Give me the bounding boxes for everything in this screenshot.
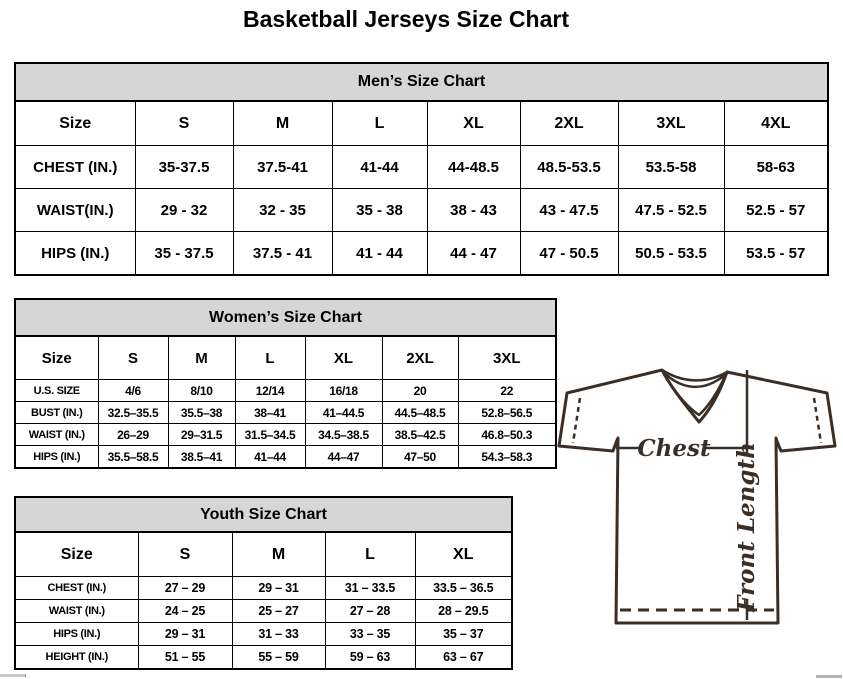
measurement-value: 12/14 xyxy=(235,380,305,402)
measurement-value: 58-63 xyxy=(724,146,828,189)
measurement-value: 29–31.5 xyxy=(168,424,235,446)
measurement-value: 29 – 31 xyxy=(232,577,325,600)
womens-table-body xyxy=(15,380,556,469)
measurement-value: 41-44 xyxy=(332,146,427,189)
measurement-value: 41–44 xyxy=(235,446,305,469)
measurement-value: 27 – 29 xyxy=(138,577,232,600)
measurement-row xyxy=(15,446,556,469)
mens-size-chart xyxy=(14,62,829,276)
measurement-value: 44–47 xyxy=(305,446,382,469)
page-title: Basketball Jerseys Size Chart xyxy=(242,6,569,32)
size-col-header: S xyxy=(138,532,232,577)
size-col-header: S xyxy=(135,101,233,146)
measurement-row xyxy=(15,646,512,670)
size-col-header: XL xyxy=(427,101,520,146)
measurement-value: 8/10 xyxy=(168,380,235,402)
measurement-value: 4/6 xyxy=(98,380,168,402)
measurement-value: 35 - 38 xyxy=(332,189,427,232)
header-row xyxy=(15,532,512,577)
size-label-header: Size xyxy=(15,532,138,577)
size-col-header: XL xyxy=(305,336,382,380)
collar-band-lines xyxy=(662,370,727,415)
measurement-value: 63 – 67 xyxy=(415,646,512,670)
size-label-header: Size xyxy=(15,101,135,146)
measurement-row xyxy=(15,189,828,232)
front-length-label: Front Length xyxy=(733,442,760,612)
measurement-label: BUST (IN.) xyxy=(15,402,98,424)
womens-size-table xyxy=(14,335,557,469)
measurement-value: 25 – 27 xyxy=(232,600,325,623)
measurement-value: 50.5 - 53.5 xyxy=(618,232,724,276)
measurement-value: 35.5–58.5 xyxy=(98,446,168,469)
measurement-row xyxy=(15,146,828,189)
left-cuff-dashed-line xyxy=(573,398,580,443)
measurement-value: 52.5 - 57 xyxy=(724,189,828,232)
measurement-value: 48.5-53.5 xyxy=(520,146,618,189)
measurement-label: HIPS (IN.) xyxy=(15,446,98,469)
size-col-header: L xyxy=(325,532,415,577)
measurement-value: 31.5–34.5 xyxy=(235,424,305,446)
measurement-label: WAIST (IN.) xyxy=(15,424,98,446)
jersey-diagram xyxy=(553,358,843,679)
measurement-value: 51 – 55 xyxy=(138,646,232,670)
measurement-label: HIPS (IN.) xyxy=(15,232,135,276)
measurement-value: 29 - 32 xyxy=(135,189,233,232)
measurement-value: 47.5 - 52.5 xyxy=(618,189,724,232)
measurement-value: 38 - 43 xyxy=(427,189,520,232)
measurement-value: 35.5–38 xyxy=(168,402,235,424)
measurement-value: 38–41 xyxy=(235,402,305,424)
measurement-value: 26–29 xyxy=(98,424,168,446)
measurement-row xyxy=(15,402,556,424)
horizontal-scrollbar-fragment-right[interactable] xyxy=(816,675,842,678)
youth-size-chart xyxy=(14,496,513,670)
measurement-label: U.S. SIZE xyxy=(15,380,98,402)
measurement-value: 22 xyxy=(458,380,556,402)
measurement-label: WAIST (IN.) xyxy=(15,600,138,623)
size-col-header: L xyxy=(332,101,427,146)
measurement-row xyxy=(15,577,512,600)
measurement-value: 41–44.5 xyxy=(305,402,382,424)
measurement-value: 54.3–58.3 xyxy=(458,446,556,469)
womens-chart-title: Women’s Size Chart xyxy=(14,298,557,337)
measurement-value: 52.8–56.5 xyxy=(458,402,556,424)
measurement-value: 44.5–48.5 xyxy=(382,402,458,424)
measurement-value: 37.5 - 41 xyxy=(233,232,332,276)
measurement-value: 44-48.5 xyxy=(427,146,520,189)
measurement-value: 29 – 31 xyxy=(138,623,232,646)
measurement-label: CHEST (IN.) xyxy=(15,577,138,600)
youth-table-body xyxy=(15,577,512,670)
size-label-header: Size xyxy=(15,336,98,380)
measurement-row xyxy=(15,600,512,623)
measurement-value: 55 – 59 xyxy=(232,646,325,670)
measurement-value: 47 - 50.5 xyxy=(520,232,618,276)
size-col-header: M xyxy=(232,532,325,577)
youth-chart-title: Youth Size Chart xyxy=(14,496,513,533)
measurement-row xyxy=(15,380,556,402)
measurement-row xyxy=(15,424,556,446)
mens-size-table xyxy=(14,100,829,276)
measurement-value: 47–50 xyxy=(382,446,458,469)
measurement-value: 31 – 33.5 xyxy=(325,577,415,600)
measurement-value: 28 – 29.5 xyxy=(415,600,512,623)
size-col-header: S xyxy=(98,336,168,380)
jersey-outline-shape xyxy=(559,370,835,623)
header-row xyxy=(15,101,828,146)
measurement-label: HIPS (IN.) xyxy=(15,623,138,646)
size-col-header: 3XL xyxy=(618,101,724,146)
measurement-value: 16/18 xyxy=(305,380,382,402)
size-col-header: 2XL xyxy=(382,336,458,380)
measurement-value: 38.5–41 xyxy=(168,446,235,469)
measurement-value: 35-37.5 xyxy=(135,146,233,189)
measurement-value: 32 - 35 xyxy=(233,189,332,232)
mens-chart-title: Men’s Size Chart xyxy=(14,62,829,102)
chest-label: Chest xyxy=(637,435,711,462)
measurement-value: 33.5 – 36.5 xyxy=(415,577,512,600)
size-col-header: M xyxy=(168,336,235,380)
measurement-value: 20 xyxy=(382,380,458,402)
measurement-row xyxy=(15,232,828,276)
measurement-value: 53.5-58 xyxy=(618,146,724,189)
header-row xyxy=(15,336,556,380)
measurement-value: 31 – 33 xyxy=(232,623,325,646)
measurement-value: 59 – 63 xyxy=(325,646,415,670)
horizontal-scrollbar-fragment-left[interactable] xyxy=(0,674,26,677)
measurement-value: 24 – 25 xyxy=(138,600,232,623)
mens-table-body xyxy=(15,146,828,276)
measurement-value: 33 – 35 xyxy=(325,623,415,646)
measurement-value: 32.5–35.5 xyxy=(98,402,168,424)
size-col-header: L xyxy=(235,336,305,380)
size-col-header: XL xyxy=(415,532,512,577)
right-cuff-dashed-line xyxy=(814,398,821,443)
size-col-header: 2XL xyxy=(520,101,618,146)
womens-size-chart xyxy=(14,298,557,469)
measurement-row xyxy=(15,623,512,646)
measurement-value: 41 - 44 xyxy=(332,232,427,276)
measurement-value: 35 – 37 xyxy=(415,623,512,646)
measurement-label: HEIGHT (IN.) xyxy=(15,646,138,670)
measurement-value: 27 – 28 xyxy=(325,600,415,623)
measurement-value: 43 - 47.5 xyxy=(520,189,618,232)
measurement-value: 44 - 47 xyxy=(427,232,520,276)
measurement-value: 35 - 37.5 xyxy=(135,232,233,276)
size-col-header: M xyxy=(233,101,332,146)
measurement-value: 38.5–42.5 xyxy=(382,424,458,446)
size-col-header: 4XL xyxy=(724,101,828,146)
measurement-value: 53.5 - 57 xyxy=(724,232,828,276)
measurement-label: CHEST (IN.) xyxy=(15,146,135,189)
youth-size-table xyxy=(14,531,513,670)
measurement-value: 34.5–38.5 xyxy=(305,424,382,446)
measurement-label: WAIST(IN.) xyxy=(15,189,135,232)
measurement-value: 37.5-41 xyxy=(233,146,332,189)
size-col-header: 3XL xyxy=(458,336,556,380)
measurement-value: 46.8–50.3 xyxy=(458,424,556,446)
